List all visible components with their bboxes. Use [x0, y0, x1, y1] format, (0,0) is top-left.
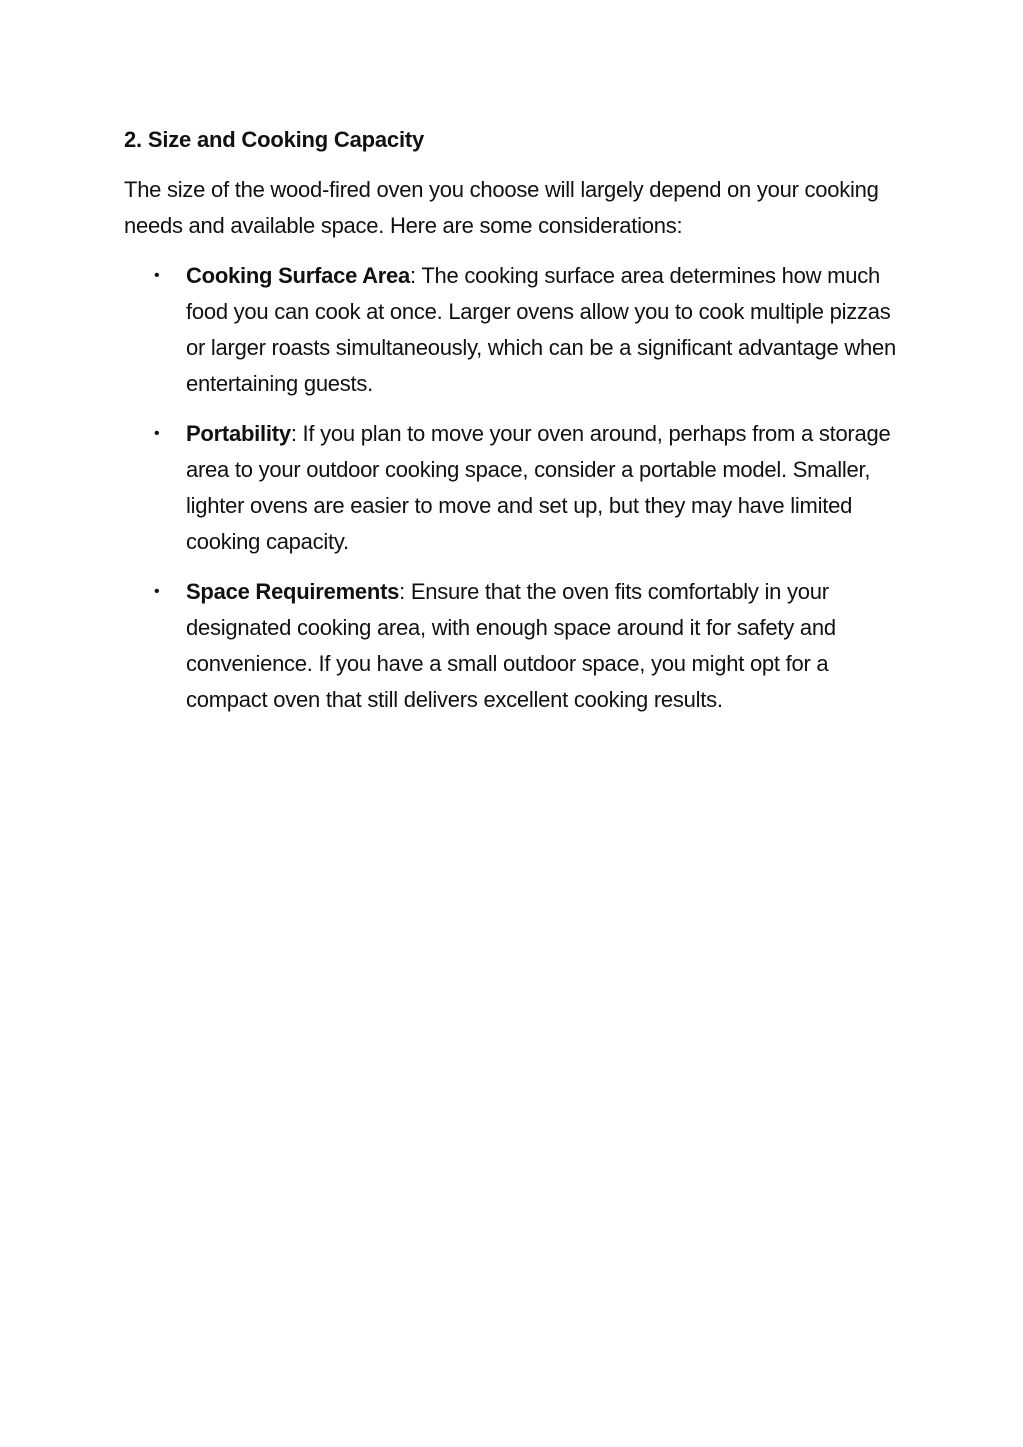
section-heading: 2. Size and Cooking Capacity — [124, 127, 425, 152]
considerations-list — [124, 258, 899, 718]
list-item-term: Portability — [186, 421, 291, 446]
list-item-term: Space Requirements — [186, 579, 400, 604]
document-page — [124, 124, 899, 732]
list-item — [124, 416, 899, 560]
bullet-icon: • — [154, 267, 160, 284]
list-item-term: Cooking Surface Area — [186, 263, 411, 288]
bullet-icon: • — [154, 583, 160, 600]
list-item-text: : The cooking surface area determines how much food you can cook at once. Larger ovens allow you to cook multiple pizzas or larger roasts simultaneously, which can be a significant advantage when entertaining guests. — [186, 263, 896, 396]
intro-paragraph: The size of the wood-fired oven you choose will largely depend on your cooking needs and available space. Here are some considerations: — [124, 177, 879, 238]
bullet-icon: • — [154, 425, 160, 442]
list-item-text: : If you plan to move your oven around, perhaps from a storage area to your outdoor cooking space, consider a portable model. Smaller, lighter ovens are easier to move and set up, but they may have limited cooking capacity. — [186, 421, 891, 554]
list-item-text: : Ensure that the oven fits comfortably in your designated cooking area, with enough space around it for safety and convenience. If you have a small outdoor space, you might opt for a compact oven that still delivers excellent cooking results. — [186, 579, 836, 712]
list-item — [124, 258, 899, 402]
list-item — [124, 574, 899, 718]
